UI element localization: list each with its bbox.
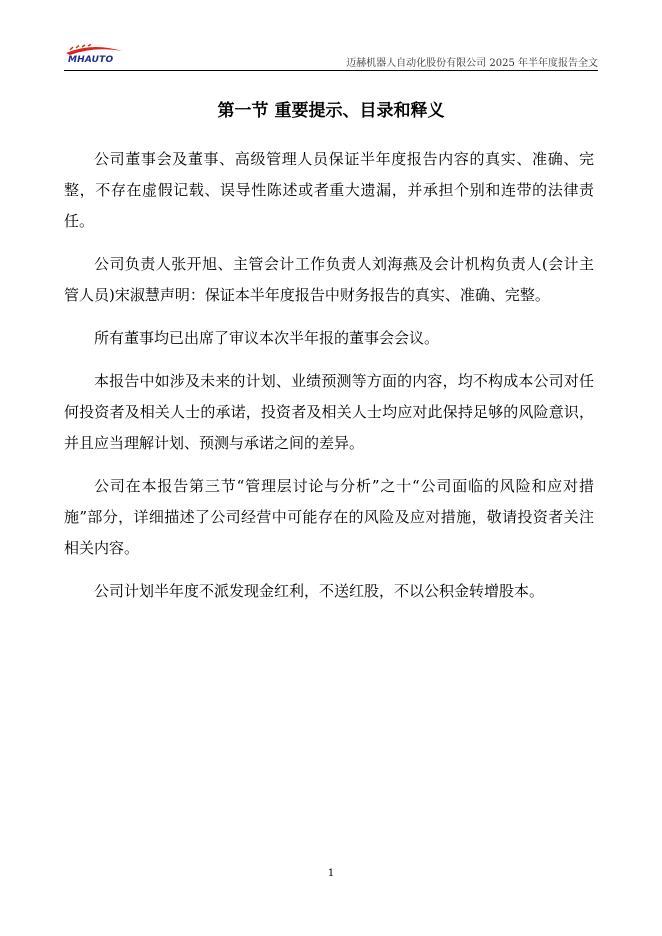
document-header-title: 迈赫机器人自动化股份有限公司 2025 年半年度报告全文 xyxy=(346,58,598,69)
paragraph-dividend-plan: 公司计划半年度不派发现金红利，不送红股，不以公积金转增股本。 xyxy=(94,582,545,600)
page-number: 1 xyxy=(327,868,335,879)
body-text xyxy=(64,144,594,619)
paragraph-forward-looking: 本报告中如涉及未来的计划、业绩预测等方面的内容，均不构成本公司对任何投资者及相关人士的承诺，投资者及相关人士均应对此保持足够的风险意识，并且应当理解计划、预测与承诺之间的差异。 xyxy=(64,372,594,452)
paragraph-responsible-persons: 公司负责人张开旭、主管会计工作负责人刘海燕及会计机构负责人(会计主管人员)宋淑慧声明：保证本半年度报告中财务报告的真实、准确、完整。 xyxy=(64,255,594,304)
paragraph-board-attendance: 所有董事均已出席了审议本次半年报的董事会会议。 xyxy=(94,329,440,347)
company-logo xyxy=(64,44,124,66)
page-header xyxy=(64,40,598,70)
section-title: 第一节 重要提示、目录和释义 xyxy=(217,101,445,121)
paragraph-risk-reference: 公司在本报告第三节“管理层讨论与分析”之十“公司面临的风险和应对措施”部分，详细描述了公司经营中可能存在的风险及应对措施，敬请投资者关注相关内容。 xyxy=(64,477,594,557)
paragraph-accuracy-statement: 公司董事会及董事、高级管理人员保证半年度报告内容的真实、准确、完整，不存在虚假记载、误导性陈述或者重大遗漏，并承担个别和连带的法律责任。 xyxy=(64,150,594,230)
header-divider xyxy=(64,70,598,71)
logo-text: MHAUTO xyxy=(68,55,114,65)
